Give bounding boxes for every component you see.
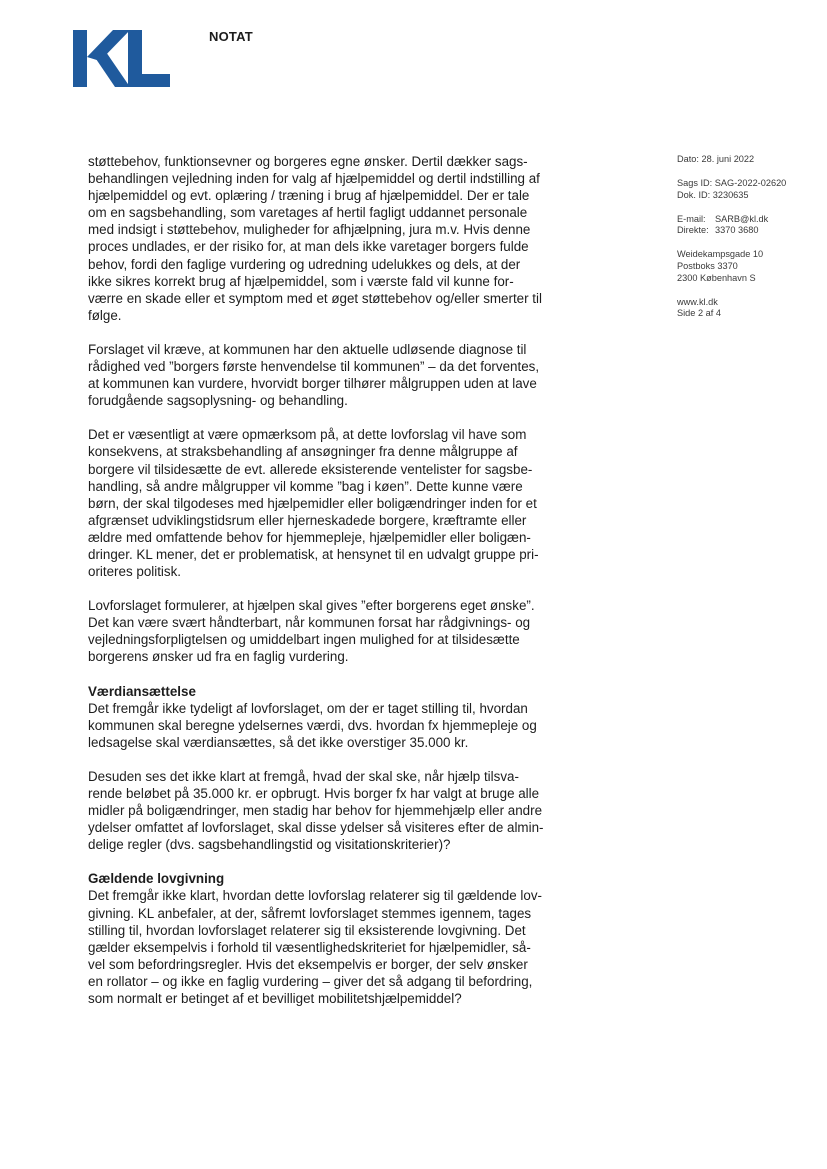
text-line: borgerens ønsker ud fra en faglig vurdering. (88, 649, 349, 665)
document-metadata (677, 154, 817, 332)
text-line: Det er væsentligt at være opmærksom på, at dette lovforslag vil have som (88, 427, 527, 443)
paragraph (88, 768, 568, 853)
address-line: Postboks 3370 (677, 261, 738, 272)
kl-logo (73, 30, 173, 88)
paragraph (88, 700, 568, 751)
text-line: behandlingen vejledning inden for valg af hjælpemiddel og dertil indstilling af (88, 171, 540, 187)
paragraph (88, 597, 568, 665)
text-line: vel som befordringsregler. Hvis det eksempelvis er borger, der selv ønsker (88, 956, 528, 972)
text-line: konsekvens, at straksbehandling af ansøgninger fra denne målgruppe af (88, 444, 518, 460)
text-line: forudgående sagsoplysning- og behandling. (88, 393, 348, 409)
text-line: rådighed ved ”borgers første henvendelse til kommunen” – da det forventes, (88, 359, 540, 375)
text-line: at kommunen kan vurdere, hvorvidt borger tilhører målgruppen uden at lave (88, 376, 537, 392)
text-line: midler på boligændringer, men stadig har behov for hjemmehjælp eller andre (88, 803, 543, 819)
text-line: om en sagsbehandling, som varetages af hertil fagligt uddannet personale (88, 205, 528, 221)
id-group (677, 178, 817, 201)
text-line: ikke sikres korrekt brug af hjælpemiddel, som i værste fald vil kunne for- (88, 273, 514, 289)
text-line: med indsigt i støttebehov, muligheder for afhjælpning, jura m.v. Hvis denne (88, 222, 531, 238)
address-line: Weidekampsgade 10 (677, 249, 764, 260)
text-line: afgrænset udviklingstidsrum eller hjerneskadede borgere, kræftramte eller (88, 512, 527, 528)
paragraph (88, 887, 568, 1007)
document-date: Dato: 28. juni 2022 (677, 154, 755, 164)
address-line: 2300 København S (677, 272, 756, 283)
document-id: Dok. ID: 3230635 (677, 189, 749, 200)
email-line (677, 214, 817, 226)
document-type-label: NOTAT (209, 29, 253, 44)
phone-number: 3370 3680 (715, 225, 759, 236)
paragraph (88, 426, 568, 580)
email-address: SARB@kl.dk (715, 213, 769, 224)
email-label: E-mail: (677, 213, 706, 224)
text-line: rende beløbet på 35.000 kr. er opbrugt. Hvis borger fx har valgt at bruge alle (88, 786, 540, 801)
paragraph (88, 153, 568, 324)
case-id: Sags ID: SAG-2022-02620 (677, 178, 787, 189)
text-line: kommunen skal beregne ydelsernes værdi, dvs. hvordan fx hjemmepleje og (88, 717, 537, 733)
text-line: ledsagelse skal værdiansættes, så det ikke overstiger 35.000 kr. (88, 734, 469, 750)
text-line: stilling til, hvordan lovforslaget relaterer sig til eksisterende lovgivning. Det (88, 922, 526, 938)
text-line: dringer. KL mener, det er problematisk, at hensynet til en udvalgt gruppe pri- (88, 546, 539, 562)
text-line: handling, så andre målgrupper vil komme ”bag i køen”. Dette kunne være (88, 478, 523, 494)
contact-group (677, 214, 817, 237)
text-line: hjælpemiddel og evt. oplæring / træning i brug af hjælpemiddel. Der er tale (88, 188, 530, 204)
date-group (677, 154, 817, 166)
text-line: støttebehov, funktionsevner og borgeres egne ønsker. Dertil dækker sags- (88, 154, 528, 169)
text-line: vejledningsforpligtelsen og umiddelbart ingen mulighed for at tilsidesætte (88, 632, 520, 648)
web-group (677, 297, 817, 320)
text-line: oriteres politisk. (88, 564, 182, 580)
text-line: ydelser omfattet af lovforslaget, skal disse ydelser så visiteres efter de almin- (88, 820, 544, 836)
text-line: Lovforslaget formulerer, at hjælpen skal gives ”efter borgerens eget ønske”. (88, 598, 535, 614)
text-line: værre en skade eller et symptom med et øget støttebehov og/eller smerter til (88, 290, 542, 306)
text-line: Det fremgår ikke klart, hvordan dette lovforslag relaterer sig til gældende lov- (88, 888, 543, 904)
text-line: som normalt er betinget af et bevilliget mobilitetshjælpemiddel? (88, 991, 462, 1007)
text-line: Desuden ses det ikke klart at fremgå, hvad der skal ske, når hjælp tilsva- (88, 768, 519, 784)
section-heading: Gældende lovgivning (88, 871, 225, 887)
text-line: Det kan være svært håndterbart, når kommunen forsat har rådgivnings- og (88, 615, 531, 631)
document-body (88, 153, 568, 1024)
text-line: borgere vil tilsidesætte de evt. allerede eksisterende ventelister for sagsbe- (88, 461, 533, 477)
text-line: proces undlades, er der risiko for, at man dels ikke varetager borgers fulde (88, 239, 529, 255)
text-line: Forslaget vil kræve, at kommunen har den aktuelle udløsende diagnose til (88, 341, 527, 357)
section-heading: Værdiansættelse (88, 683, 196, 699)
text-line: ældre med omfattende behov for hjemmepleje, hjælpemidler eller boligæn- (88, 529, 531, 545)
text-line: behov, fordi den faglige vurdering og udredning udelukkes og dels, at der (88, 256, 521, 272)
website: www.kl.dk (677, 296, 718, 307)
phone-label: Direkte: (677, 225, 709, 236)
address-group (677, 249, 817, 284)
text-line: børn, der skal tilgodeses med hjælpemidler eller boligændringer inden for et (88, 495, 537, 511)
paragraph (88, 341, 568, 409)
phone-line (677, 225, 817, 237)
page-number: Side 2 af 4 (677, 308, 721, 319)
text-line: en rollator – og ikke en faglig vurdering – giver det så adgang til befordring, (88, 973, 533, 989)
text-line: gælder eksempelvis i forhold til væsentlighedskriteriet for hjælpemidler, så- (88, 939, 531, 955)
text-line: Det fremgår ikke tydeligt af lovforslaget, om der er taget stilling til, hvordan (88, 700, 528, 716)
text-line: givning. KL anbefaler, at der, såfremt lovforslaget stemmes igennem, tages (88, 905, 532, 921)
kl-logo-mark (73, 30, 170, 87)
text-line: delige regler (dvs. sagsbehandlingstid og visitationskriterier)? (88, 837, 451, 853)
text-line: følge. (88, 307, 122, 323)
